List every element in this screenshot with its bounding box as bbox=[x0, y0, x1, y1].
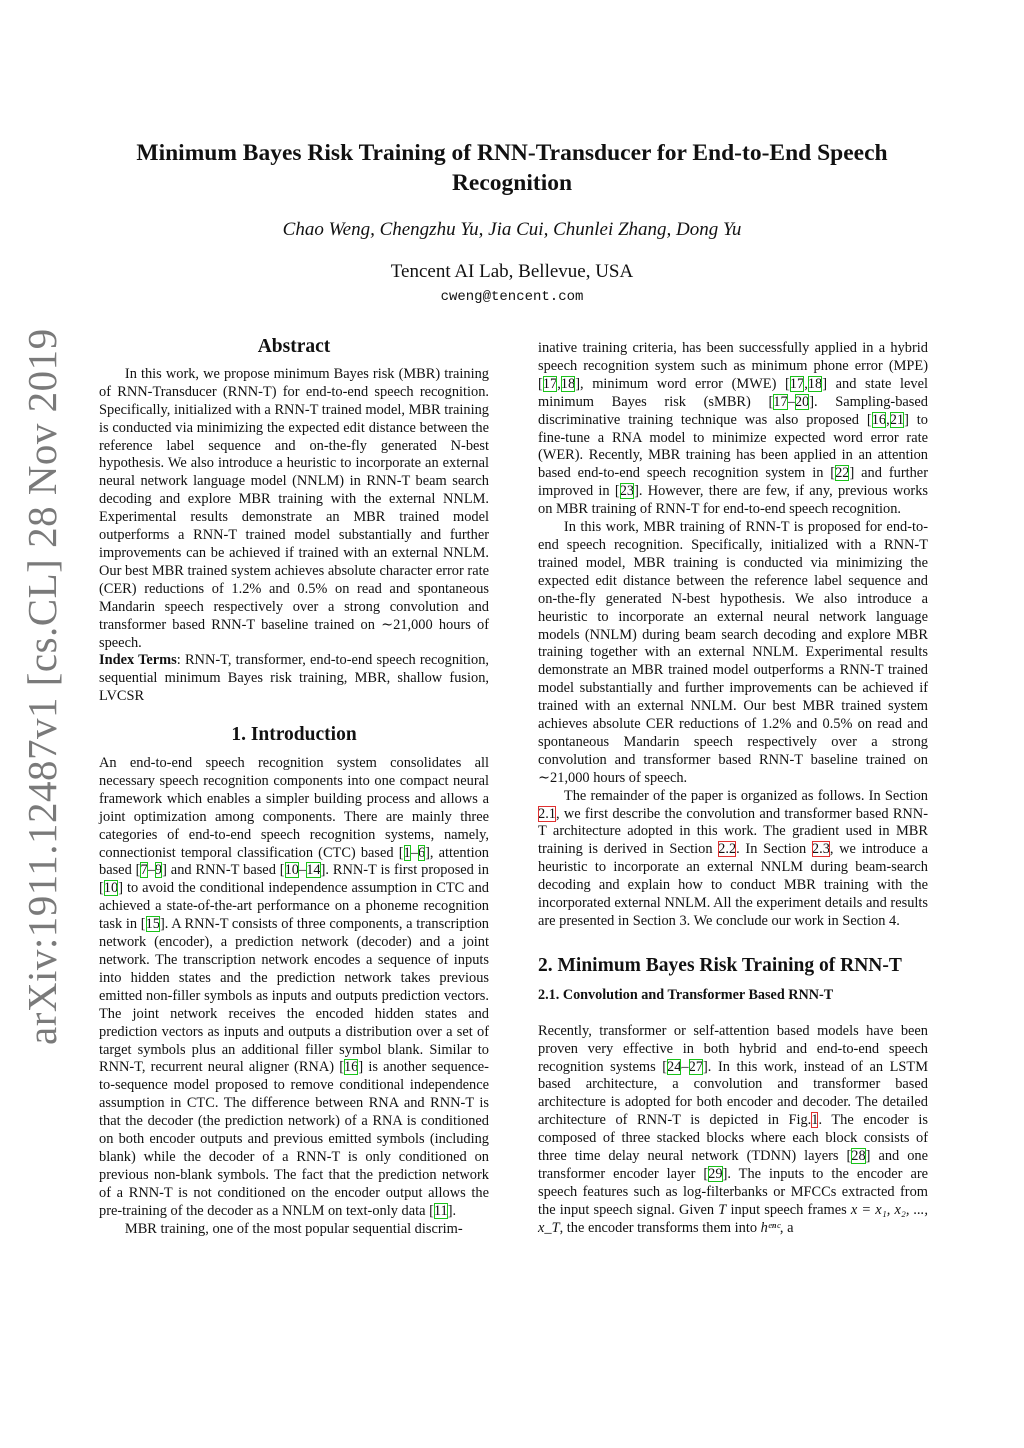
left-column bbox=[99, 338, 489, 1239]
citation-link[interactable]: 22 bbox=[835, 465, 850, 482]
affiliation: Tencent AI Lab, Bellevue, USA bbox=[390, 261, 634, 282]
citation-link[interactable]: 24 bbox=[667, 1058, 682, 1075]
citation-link[interactable]: 10 bbox=[103, 880, 119, 897]
citation-link[interactable]: 14 bbox=[306, 862, 321, 879]
citation-link[interactable]: 1 bbox=[403, 844, 411, 861]
math-T: T bbox=[718, 1201, 727, 1218]
section-link[interactable]: 2.2 bbox=[718, 841, 737, 858]
citation-link[interactable]: 18 bbox=[807, 375, 823, 392]
citation-link[interactable]: 27 bbox=[688, 1058, 704, 1075]
citation-link[interactable]: 17 bbox=[773, 393, 788, 410]
index-terms-label: Index Terms bbox=[99, 652, 177, 669]
citation-link[interactable]: 29 bbox=[708, 1165, 723, 1182]
intro-paragraph-1: An end-to-end speech recognition system consolidates all necessary speech recognition components into one compact neural framework which enables a simpler building process and allows a joint optimization among components. There are mainly three categories of end-to-end speech recognition systems, namely, connectionist temporal classification (CTC) based [1–6], attention based [7–9] and RNN-T based [10–14]. RNN-T is first proposed in [10] to avoid the conditional independence assumption in CTC and achieved a state-of-the-art performance on a phoneme recognition task in [15]. A RNN-T consists of three components, a transcription network (encoder), a prediction network (decoder) and a joint network. The transcription network encodes a sequence of inputs into hidden states and the prediction network takes previous emitted non-filler symbols as inputs and outputs prediction vectors. The joint network receives the encoded hidden states and prediction vectors as inputs and outputs a distribution over a set of target symbols plus an additional filler symbol blank. Similar to RNN-T, recurrent neural aligner (RNA) [16] is another sequence-to-sequence model proposed to remove conditional independence assumption in CTC. The difference between RNA and RNN-T is that the decoder (the prediction network) of a RNA is conditioned on both encoder outputs and previous emitted symbols (including blank) while the decoder of a RNN-T is only conditioned on previous non-blank symbols. The fact that the prediction network of a RNN-T is not conditioned on the encoder output allows the pre-training of the decoder as a NNLM on text-only data [11]. bbox=[99, 755, 490, 1219]
right-paragraph-4: Recently, transformer or self-attention based models have been proven very effective in both hybrid and end-to-end speech recognition systems [24–27]. In this work, instead of an LSTM based architecture, a convolution and transformer based architecture is adopted for both encoder and decoder. The detailed architecture of RNN-T is depicted in Fig.1. The encoder is composed of three stacked blocks where each block consists of three time delay neural network (TDNN) layers [28] and one transformer encoder layer [29]. The inputs to the encoder are speech features such as log-filterbanks or MFCCs extracted from the input speech signal. Given T input speech frames x = x₁, x₂, ..., x_T, the encoder transforms them into hᵉⁿᶜ, a bbox=[538, 1022, 929, 1236]
citation-link[interactable]: 17 bbox=[542, 375, 558, 392]
intro-heading: 1. Introduction bbox=[231, 724, 357, 746]
paper-title: Minimum Bayes Risk Training of RNN-Transducer for End-to-End Speech Recognition bbox=[136, 140, 888, 196]
citation-link[interactable]: 16 bbox=[871, 411, 887, 428]
citation-link[interactable]: 28 bbox=[851, 1148, 866, 1165]
math-x-sequence: x = x₁, x₂, ..., x_T bbox=[538, 1201, 929, 1236]
citation-link[interactable]: 6 bbox=[417, 844, 426, 861]
subsection-2-1-heading: 2.1. Convolution and Transformer Based RNN-T bbox=[538, 986, 834, 1003]
citation-link[interactable]: 18 bbox=[560, 375, 576, 392]
citation-link[interactable]: 20 bbox=[794, 393, 810, 410]
citation-link[interactable]: 9 bbox=[154, 862, 163, 879]
citation-link[interactable]: 15 bbox=[145, 916, 160, 933]
arxiv-identifier: arXiv:1911.12487v1 [cs.CL] 28 Nov 2019 bbox=[19, 328, 65, 1045]
citation-link[interactable]: 11 bbox=[433, 1202, 448, 1219]
right-column bbox=[538, 340, 928, 1238]
citation-link[interactable]: 17 bbox=[789, 375, 805, 392]
email[interactable]: cweng@tencent.com bbox=[440, 289, 584, 305]
figure-link[interactable]: 1 bbox=[811, 1112, 819, 1129]
section-link[interactable]: 2.1 bbox=[538, 805, 556, 822]
section-2-heading: 2. Minimum Bayes Risk Training of RNN-T bbox=[538, 954, 902, 976]
citation-link[interactable]: 7 bbox=[140, 862, 148, 879]
abstract-heading: Abstract bbox=[257, 336, 331, 357]
abstract-text: In this work, we propose minimum Bayes risk (MBR) training of RNN-Transducer (RNN-T) for end-to-end speech recognition. Specifically, initialized with a RNN-T trained model, MBR training is conducted via minimizing the expected edit distance between the reference label sequence and on-the-fly generated N-best hypothesis. We also introduce a heuristic to incorporate an external neural network language model (NNLM) in RNN-T beam search decoding and explore MBR training with the external NNLM. Experimental results demonstrate an MBR trained model outperforms a RNN-T trained model substantially and further improvements can be achieved if trained with an external NNLM. Our best MBR trained system achieves absolute character error rate (CER) reductions of 1.2% and 0.5% on read and spontaneous Mandarin speech respectively over a strong convolution and transformer based RNN-T baseline trained on ∼21,000 hours of speech. bbox=[99, 365, 489, 651]
right-paragraph-3: The remainder of the paper is organized as follows. In Section 2.1, we first describe the convolution and transformer based RNN-T architecture adopted in this work. The gradient used in MBR training is derived in Section 2.2. In Section 2.3, we introduce a heuristic to incorporate an external NNLM during beam-search decoding and explain how to conduct MBR training with the incorporated external NNLM. All the experiment details and results are presented in Section 3. We conclude our work in Section 4. bbox=[538, 787, 928, 929]
authors: Chao Weng, Chengzhu Yu, Jia Cui, Chunlei Zhang, Dong Yu bbox=[282, 219, 742, 240]
citation-link[interactable]: 16 bbox=[343, 1059, 359, 1076]
math-h-enc: hᵉⁿᶜ bbox=[760, 1219, 780, 1236]
index-terms-text: : RNN-T, transformer, end-to-end speech recognition, sequential minimum Bayes risk training, MBR, shallow fusion, LVCSR bbox=[99, 652, 489, 705]
index-terms bbox=[99, 652, 489, 706]
intro-paragraph-2: MBR training, one of the most popular sequential discrim- bbox=[124, 1220, 463, 1237]
right-paragraph-1: inative training criteria, has been successfully applied in a hybrid speech recognition system such as minimum phone error (MPE) [17,18], minimum word error (MWE) [17,18] and state level minimum Bayes risk (sMBR) [17–20]. Sampling-based discriminative training technique was also proposed [16,21] to fine-tune a RNA model to minimize expected word error rate (WER). Recently, MBR training has been applied in an attention based end-to-end speech recognition system in [22] and further improved in [23]. However, there are few, if any, previous works on MBR training of RNN-T for end-to-end speech recognition. bbox=[538, 340, 928, 518]
right-paragraph-2: In this work, MBR training of RNN-T is proposed for end-to-end speech recognition. Specifically, initialized with a RNN-T trained model, MBR training is conducted via minimizing the expected edit distance between the reference label sequence and on-the-fly generated N-best hypothesis. We also introduce a heuristic to incorporate an external neural network language models (NNLM) during beam search decoding and explore MBR training together with an external NNLM. Experimental results demonstrate an MBR trained model outperforms a RNN-T trained model substantially and further improvements can be achieved if trained with an external NNLM. Our best MBR trained system achieves absolute CER reductions of 1.2% and 0.5% on read and spontaneous Mandarin speech respectively over a strong convolution and transformer based RNN-T baseline trained on ∼21,000 hours of speech. bbox=[538, 519, 928, 786]
citation-link[interactable]: 23 bbox=[619, 483, 635, 500]
citation-link[interactable]: 10 bbox=[284, 862, 299, 879]
section-link[interactable]: 2.3 bbox=[811, 841, 830, 858]
citation-link[interactable]: 21 bbox=[889, 411, 905, 428]
